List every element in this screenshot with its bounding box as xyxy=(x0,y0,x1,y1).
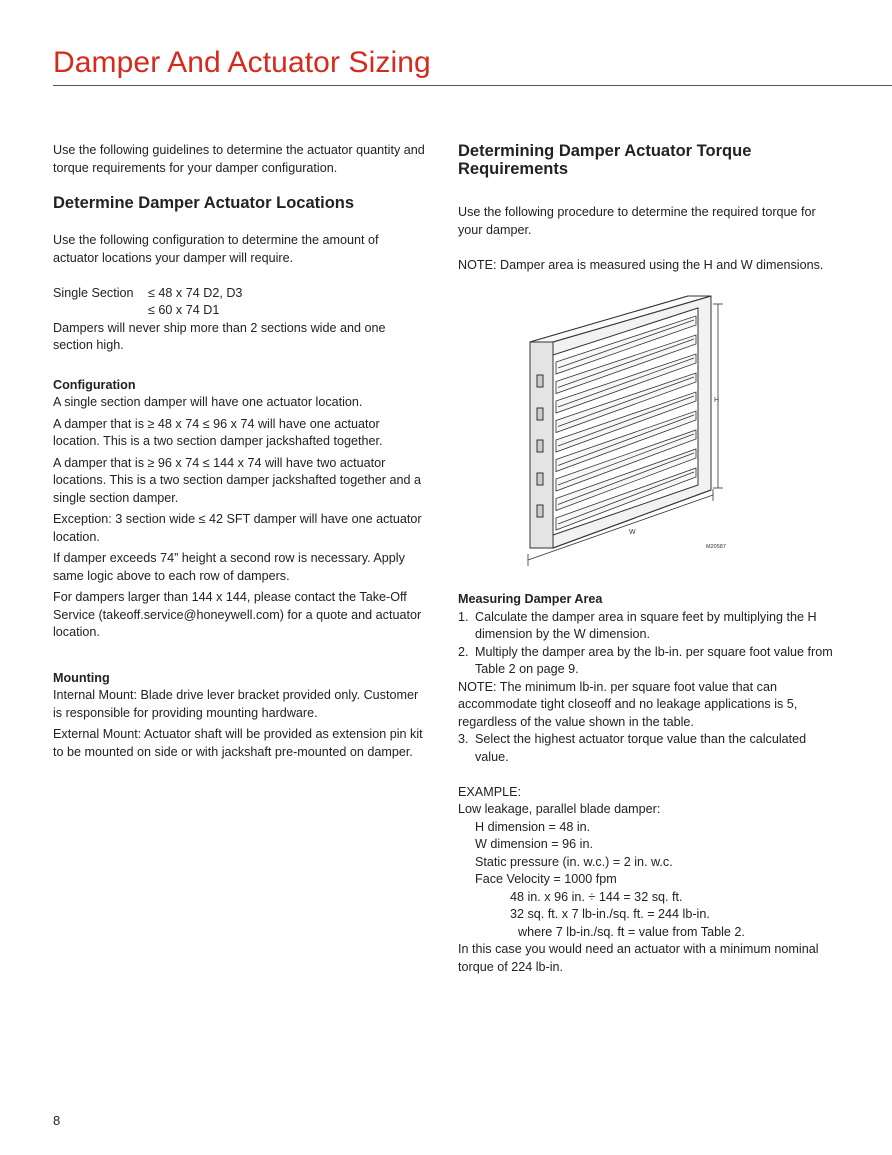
example-calculation-area: 48 in. x 96 in. ÷ 144 = 32 sq. ft. xyxy=(510,889,683,904)
step-number: 2. xyxy=(458,644,469,659)
configuration-heading: Configuration xyxy=(53,377,136,392)
measuring-heading: Measuring Damper Area xyxy=(458,592,603,606)
h-label: H xyxy=(714,397,720,404)
figure-id: M20587 xyxy=(706,544,726,550)
steps-list xyxy=(458,731,838,766)
example-w-dimension: W dimension = 96 in. xyxy=(475,837,593,851)
configuration-item: A damper that is ≥ 96 x 74 ≤ 144 x 74 will have two actuator locations. This is a two section damper jackshafted together and a single section damper. xyxy=(53,455,421,505)
minimum-note: NOTE: The minimum lb-in. per square foot value that can accommodate tight closeoff and no leakage applications is 5, regardless of the value shown in the table. xyxy=(458,679,798,729)
example-type: Low leakage, parallel blade damper: xyxy=(458,802,661,816)
area-note: NOTE: Damper area is measured using the H and W dimensions. xyxy=(458,257,824,272)
intro-paragraph: Use the following guidelines to determine the actuator quantity and torque requirements for your damper configuration. xyxy=(53,143,425,175)
step-item xyxy=(458,731,838,766)
configuration-item: Exception: 3 section wide ≤ 42 SFT damper will have one actuator location. xyxy=(53,512,422,544)
example-label: EXAMPLE: xyxy=(458,784,521,799)
example-face-velocity: Face Velocity = 1000 fpm xyxy=(475,872,617,886)
page-number: 8 xyxy=(53,1113,61,1128)
sizing-table xyxy=(53,285,425,320)
sizing-label: Single Section xyxy=(53,285,134,300)
steps-list xyxy=(458,609,838,679)
sizing-line-1: ≤ 48 x 74 D2, D3 xyxy=(148,285,243,300)
example-conclusion: In this case you would need an actuator with a minimum nominal torque of 224 lb-in. xyxy=(458,942,819,974)
step-item xyxy=(458,644,838,679)
h-dimension-line xyxy=(713,304,723,488)
example-h-dimension: H dimension = 48 in. xyxy=(475,819,591,834)
example-static-pressure: Static pressure (in. w.c.) = 2 in. w.c. xyxy=(475,854,673,869)
mounting-item: Internal Mount: Blade drive lever bracket provided only. Customer is responsible for providing mounting hardware. xyxy=(53,688,419,720)
w-label: W xyxy=(629,529,636,536)
step-text: Multiply the damper area by the lb-in. per square foot value from Table 2 on page 9. xyxy=(475,644,833,676)
step-number: 1. xyxy=(458,609,469,624)
title-divider xyxy=(53,85,892,86)
step-item xyxy=(458,609,838,644)
configuration-item: If damper exceeds 74” height a second row is necessary. Apply same logic above to each row of dampers. xyxy=(53,551,405,583)
damper-diagram xyxy=(518,290,768,570)
ship-note: Dampers will never ship more than 2 sections wide and one section high. xyxy=(53,320,386,352)
mounting-item: External Mount: Actuator shaft will be provided as extension pin kit to be mounted on side or with jackshaft pre-mounted on damper. xyxy=(53,727,423,759)
torque-intro: Use the following procedure to determine the required torque for your damper. xyxy=(458,205,816,237)
example-calculation-note: where 7 lb-in./sq. ft = value from Table 2. xyxy=(518,924,745,939)
configuration-item: For dampers larger than 144 x 144, please contact the Take-Off Service (takeoff.service@honeywell.com) for a quote and actuator location. xyxy=(53,590,422,639)
locations-intro: Use the following configuration to determine the amount of actuator locations your damper will require. xyxy=(53,233,379,265)
sizing-line-2: ≤ 60 x 74 D1 xyxy=(148,303,220,317)
page-title: Damper And Actuator Sizing xyxy=(53,46,431,79)
configuration-item: A single section damper will have one actuator location. xyxy=(53,395,363,409)
torque-heading: Determining Damper Actuator Torque Requirements xyxy=(458,142,752,178)
step-text: Calculate the damper area in square feet by multiplying the H dimension by the W dimension. xyxy=(475,609,817,641)
example-calculation-torque: 32 sq. ft. x 7 lb-in./sq. ft. = 244 lb-in. xyxy=(510,907,710,921)
locations-heading: Determine Damper Actuator Locations xyxy=(53,194,355,212)
step-number: 3. xyxy=(458,732,469,746)
left-column xyxy=(53,142,425,761)
mounting-heading: Mounting xyxy=(53,670,110,685)
step-text: Select the highest actuator torque value than the calculated value. xyxy=(475,732,807,764)
configuration-item: A damper that is ≥ 48 x 74 ≤ 96 x 74 will have one actuator location. This is a two section damper jackshafted together. xyxy=(53,416,383,448)
